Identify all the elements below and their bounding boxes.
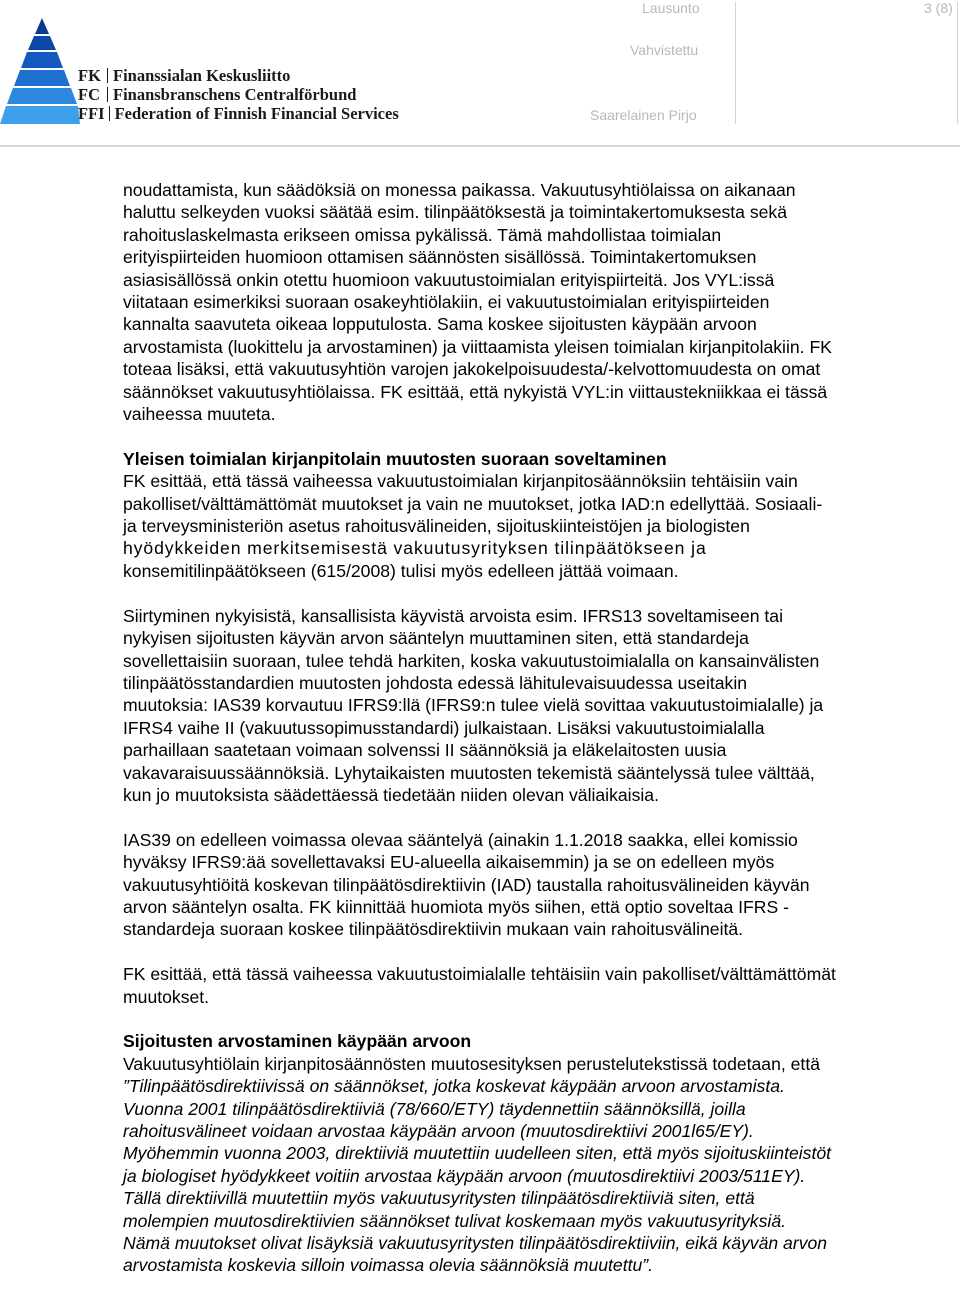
fk-logo-icon xyxy=(0,18,80,128)
text-line: vakuutusyhtiöitä koskevan tilinpäätösdirektiivin (IAD) taustalla rahoitusvälineiden käyvän xyxy=(123,874,810,895)
text-line: tilinpäätösstandardien muutosten johdosta edessä lähitulevaisuudessa useitakin xyxy=(123,672,748,693)
document-type: Lausunto xyxy=(642,0,700,16)
text-line: konsemitilinpäätökseen (615/2008) tulisi myös edelleen jättää voimaan. xyxy=(123,560,679,581)
text-line: viitataan esimerkiksi suoraan osakeyhtiölakiin, ei vakuutustoimialan erityispiirteiden xyxy=(123,292,770,313)
text-line: haluttu selkeyden vuoksi säätää esim. tilinpäätöksestä ja toimintakertomuksesta sekä xyxy=(123,202,788,223)
text-line: noudattamista, kun säädöksiä on monessa paikassa. Vakuutusyhtiölaissa on aikanaan xyxy=(123,180,796,200)
text-line: FK esittää, että tässä vaiheessa vakuutustoimialan kirjanpitosäännöksiin tehtäisiin vain xyxy=(123,471,798,492)
quote-line: ”Tilinpäätösdirektiivissä on säännökset, jotka koskevat käypään arvoon arvostamista. xyxy=(123,1076,785,1097)
document-status: Vahvistettu xyxy=(630,42,699,58)
org-abbr: FK xyxy=(78,68,108,83)
text-line: arvostamista (luokittelu ja arvostaminen) ja viittaamista yleisen toimialan kirjanpitolakiin. FK xyxy=(123,336,832,357)
quote-line: rahoitusvälineet voidaan arvostaa käypään arvoon (muutosdirektiivi 2001l65/EY). xyxy=(123,1120,754,1141)
text-line: muutokset. xyxy=(123,986,210,1007)
text-line: kun jo muutoksista säädettäessä tiedetään niiden olevan väliaikaisia. xyxy=(123,784,659,805)
org-abbr: FFI xyxy=(78,106,110,121)
ias39-paragraph xyxy=(123,829,957,941)
text-line: muutoksia: IAS39 korvautuu IFRS9:llä (IFRS9:n tulee vielä sovittaa vakuutustoimialalle) ja xyxy=(123,695,824,716)
quote-line: Tällä direktiivillä muutettiin myös vakuutusyritysten tilinpäätösdirektiiviä siten, että xyxy=(123,1188,755,1209)
ifrs-paragraph xyxy=(123,605,957,807)
text-line: asiasisällössä onkin otettu huomioon vakuutustoimialan erityispiirteitä. Jos VYL:issä xyxy=(123,269,775,290)
org-line-ffi xyxy=(78,104,399,123)
text-line: IFRS4 vaihe II (vakuutussopimusstandardi) julkaistaan. Lisäksi vakuutustoimialalla xyxy=(123,717,765,738)
text-line: säännökset vakuutusyhtiölaissa. FK esittää, että nykyistä VYL:in viittaustekniikkaa ei tässä xyxy=(123,381,828,402)
text-line: erityispiirteiden huomioon ottamisen säännösten sisällössä. Toimintakertomuksen xyxy=(123,247,757,268)
proposal-paragraph xyxy=(123,963,957,1008)
text-line: IAS39 on edelleen voimassa olevaa sääntelyä (ainakin 1.1.2018 saakka, ellei komissio xyxy=(123,829,798,850)
letterhead xyxy=(0,0,960,150)
intro-paragraph xyxy=(123,179,957,425)
text-line: hyödykkeiden merkitsemisestä vakuutusyrityksen tilinpäätökseen ja xyxy=(123,538,707,559)
quote-line: Nämä muutokset olivat lisäyksiä vakuutusyritysten tilinpäätösdirektiiviin, eikä käyvän arvon xyxy=(123,1233,828,1254)
org-name: Finanssialan Keskusliitto xyxy=(113,66,291,85)
text-line: vaiheessa muuteta. xyxy=(123,404,276,425)
text-line: standardeja suoraan koskee tilinpäätösdirektiivin mukaan vain rahoitusvälineitä. xyxy=(123,919,744,940)
text-line: pakolliset/välttämättömät muutokset ja vain ne muutokset, jotka IAD:n edellyttää. Sosiaali- xyxy=(123,493,823,514)
text-line: Vakuutusyhtiölain kirjanpitosäännösten muutosesityksen perustelutekstissä todetaan, että xyxy=(123,1053,820,1074)
section-heading: Yleisen toimialan kirjanpitolain muutosten suoraan soveltaminen xyxy=(123,448,667,469)
text-line: nykyisen sijoitusten käyvän arvon sääntelyn muuttaminen siten, että standardeja xyxy=(123,628,749,649)
text-line: Siirtyminen nykyisistä, kansallisista käyvistä arvoista esim. IFRS13 soveltamiseen tai xyxy=(123,605,783,626)
text-line: hyväksy IFRS9:ää sovellettavaksi EU-alueella aikaisemmin) ja se on edelleen myös xyxy=(123,852,775,873)
text-line: parhaillaan saatetaan voimaan solvenssi II säännöksiä ja eläkelaitosten uusia xyxy=(123,740,727,761)
org-name: Federation of Finnish Financial Services xyxy=(114,104,399,123)
header-rule xyxy=(0,145,960,147)
text-line: FK esittää, että tässä vaiheessa vakuutustoimialalle tehtäisiin vain pakolliset/välttämättömät xyxy=(123,964,836,985)
document-body xyxy=(123,179,957,1277)
section-general-accounting xyxy=(123,448,957,582)
header-divider xyxy=(957,2,958,124)
quote-line: ja biologiset hyödykkeet voitiin arvostaa käypään arvoon (muutosdirektiivi 2003/511EY). xyxy=(123,1165,806,1186)
org-line-fc xyxy=(78,85,399,104)
quote-line: molempien muutosdirektiivien säännökset tulivat koskemaan myös vakuutusyrityksiä. xyxy=(123,1210,786,1231)
page-number: 3 (8) xyxy=(924,0,953,16)
quote-line: Vuonna 2001 tilinpäätösdirektiiviä (78/660/ETY) täydennettiin säännöksillä, joilla xyxy=(123,1098,746,1119)
quote-line: arvostamista koskevia silloin voimassa olevia säännöksiä muutettu”. xyxy=(123,1255,654,1276)
text-line: sovellettaisiin suoraan, tulee tehdä harkiten, koska vakuutustoimialalla on kansainvälisten xyxy=(123,650,820,671)
text-line: rahoituslaskelmasta erikseen omissa pykälissä. Tämä mahdollistaa toimialan xyxy=(123,224,722,245)
text-line: ja terveysministeriön asetus rahoitusvälineiden, sijoituskiinteistöjen ja biologisten xyxy=(123,516,750,537)
org-line-fk xyxy=(78,66,399,85)
text-line: toteaa lisäksi, että vakuutusyhtiön varojen jakokelpoisuudesta/-kelvottomuudesta on omat xyxy=(123,359,821,380)
text-line: arvon sääntelyn osalta. FK kiinnittää huomiota myös siihen, että optio soveltaa IFRS - xyxy=(123,896,789,917)
header-divider xyxy=(735,2,736,124)
section-fair-value xyxy=(123,1030,957,1276)
text-line: kannalta saavuteta oikeaa lopputulosta. Sama koskee sijoitusten käypään arvoon xyxy=(123,314,757,335)
text-line: vakavaraisuussäännöksiä. Lyhytaikaisten muutosten tekemistä sääntelyssä tulee välttää, xyxy=(123,762,815,783)
quoted-passage xyxy=(123,1075,957,1277)
section-heading: Sijoitusten arvostaminen käypään arvoon xyxy=(123,1031,472,1052)
org-name: Finansbranschens Centralförbund xyxy=(113,85,357,104)
organization-names xyxy=(78,66,399,123)
document-author: Saarelainen Pirjo xyxy=(590,107,697,123)
quote-line: Myöhemmin vuonna 2003, direktiiviä muutettiin uudelleen siten, että myös sijoituskiinteistöt xyxy=(123,1143,832,1164)
org-abbr: FC xyxy=(78,87,108,102)
